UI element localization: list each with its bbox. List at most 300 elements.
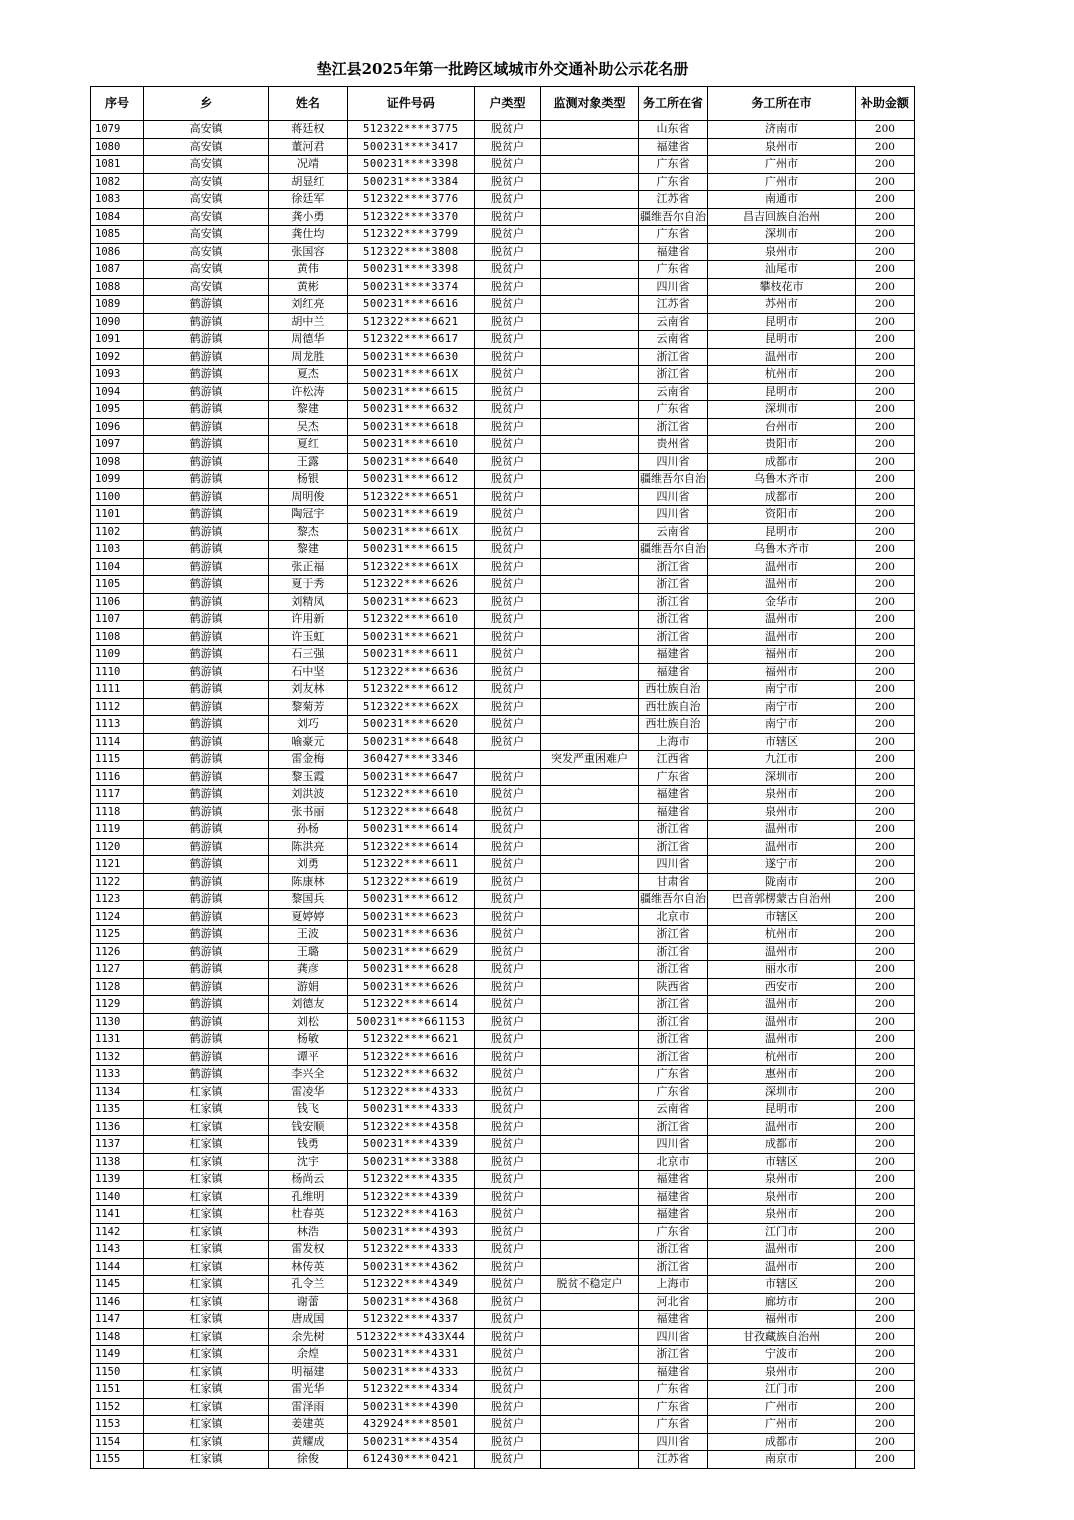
subsidy-cell: 200 [855,226,914,244]
household-type-cell: 脱贫户 [474,611,540,629]
work-city-cell: 泉州市 [708,1206,856,1224]
table-row [91,1293,915,1311]
township-cell: 鹤游镇 [143,541,268,559]
household-type-cell: 脱贫户 [474,1118,540,1136]
table-row [91,541,915,559]
household-type-cell: 脱贫户 [474,488,540,506]
subsidy-cell: 200 [855,978,914,996]
id-number-cell: 500231****6611 [347,646,474,664]
id-number-cell: 500231****3417 [347,138,474,156]
name-cell: 林传英 [269,1258,347,1276]
table-row [91,926,915,944]
township-cell: 杠家镇 [143,1451,268,1469]
table-row [91,401,915,419]
id-number-cell: 500231****6612 [347,471,474,489]
work-province-cell: 浙江省 [638,576,707,594]
name-cell: 刘洪波 [269,786,347,804]
subsidy-cell: 200 [855,716,914,734]
table-row [91,1451,915,1469]
monitor-type-cell [541,156,639,174]
subsidy-cell: 200 [855,1416,914,1434]
work-province-cell: 浙江省 [638,558,707,576]
name-cell: 明福建 [269,1363,347,1381]
table-row [91,786,915,804]
name-cell: 黎玉霞 [269,768,347,786]
work-province-cell: 浙江省 [638,996,707,1014]
subsidy-cell: 200 [855,506,914,524]
id-number-cell: 500231****4362 [347,1258,474,1276]
table-row [91,436,915,454]
work-province-cell: 贵州省 [638,436,707,454]
work-city-cell: 温州市 [708,943,856,961]
work-province-cell: 四川省 [638,488,707,506]
work-city-cell: 昆明市 [708,523,856,541]
name-cell: 沈宇 [269,1153,347,1171]
work-province-cell: 浙江省 [638,418,707,436]
id-number-cell: 512322****6626 [347,576,474,594]
seq-cell: 1140 [91,1188,144,1206]
name-cell: 黎建 [269,541,347,559]
monitor-type-cell [541,768,639,786]
township-cell: 鹤游镇 [143,733,268,751]
id-number-cell: 500231****6610 [347,436,474,454]
township-cell: 鹤游镇 [143,1013,268,1031]
work-city-cell: 成都市 [708,1433,856,1451]
table-row [91,803,915,821]
seq-cell: 1086 [91,243,144,261]
township-cell: 高安镇 [143,243,268,261]
monitor-type-cell [541,523,639,541]
subsidy-cell: 200 [855,348,914,366]
name-cell: 杜春英 [269,1206,347,1224]
household-type-cell: 脱贫户 [474,1398,540,1416]
monitor-type-cell [541,488,639,506]
name-cell: 石三强 [269,646,347,664]
work-province-cell: 疆维吾尔自治 [638,891,707,909]
work-city-cell: 金华市 [708,593,856,611]
table-row [91,1398,915,1416]
monitor-type-cell [541,261,639,279]
name-cell: 钱飞 [269,1101,347,1119]
name-cell: 夏于秀 [269,576,347,594]
monitor-type-cell [541,733,639,751]
id-number-cell: 500231****4331 [347,1346,474,1364]
work-city-cell: 台州市 [708,418,856,436]
name-cell: 杨敏 [269,1031,347,1049]
household-type-cell: 脱贫户 [474,1451,540,1469]
monitor-type-cell [541,1451,639,1469]
work-city-cell: 广州市 [708,156,856,174]
subsidy-cell: 200 [855,313,914,331]
seq-cell: 1139 [91,1171,144,1189]
household-type-cell: 脱贫户 [474,208,540,226]
name-cell: 姜建英 [269,1416,347,1434]
township-cell: 鹤游镇 [143,436,268,454]
subsidy-cell: 200 [855,1398,914,1416]
work-province-cell: 福建省 [638,803,707,821]
header-monitor-type: 监测对象类型 [541,87,639,121]
work-province-cell: 疆维吾尔自治 [638,471,707,489]
table-row [91,1188,915,1206]
work-province-cell: 广东省 [638,768,707,786]
household-type-cell: 脱贫户 [474,698,540,716]
name-cell: 夏红 [269,436,347,454]
household-type-cell: 脱贫户 [474,716,540,734]
work-province-cell: 四川省 [638,453,707,471]
work-province-cell: 福建省 [638,786,707,804]
household-type-cell: 脱贫户 [474,121,540,139]
monitor-type-cell [541,611,639,629]
id-number-cell: 500231****6629 [347,943,474,961]
name-cell: 龚小勇 [269,208,347,226]
work-city-cell: 温州市 [708,1013,856,1031]
monitor-type-cell [541,401,639,419]
household-type-cell: 脱贫户 [474,628,540,646]
id-number-cell: 432924****8501 [347,1416,474,1434]
seq-cell: 1107 [91,611,144,629]
seq-cell: 1144 [91,1258,144,1276]
work-province-cell: 四川省 [638,856,707,874]
subsidy-cell: 200 [855,1328,914,1346]
id-number-cell: 500231****6626 [347,978,474,996]
household-type-cell: 脱贫户 [474,733,540,751]
seq-cell: 1141 [91,1206,144,1224]
work-city-cell: 杭州市 [708,926,856,944]
household-type-cell: 脱贫户 [474,436,540,454]
subsidy-cell: 200 [855,751,914,769]
township-cell: 杠家镇 [143,1188,268,1206]
id-number-cell: 512322****6621 [347,313,474,331]
subsidy-cell: 200 [855,471,914,489]
work-province-cell: 云南省 [638,1101,707,1119]
subsidy-cell: 200 [855,681,914,699]
subsidy-cell: 200 [855,1118,914,1136]
name-cell: 张国容 [269,243,347,261]
subsidy-cell: 200 [855,1066,914,1084]
table-row [91,348,915,366]
id-number-cell: 512322****6636 [347,663,474,681]
monitor-type-cell [541,786,639,804]
name-cell: 孙杨 [269,821,347,839]
id-number-cell: 500231****6630 [347,348,474,366]
subsidy-cell: 200 [855,1153,914,1171]
work-province-cell: 福建省 [638,1363,707,1381]
work-city-cell: 市辖区 [708,1153,856,1171]
work-city-cell: 贵阳市 [708,436,856,454]
subsidy-cell: 200 [855,401,914,419]
monitor-type-cell [541,1328,639,1346]
household-type-cell: 脱贫户 [474,138,540,156]
id-number-cell: 512322****6621 [347,1031,474,1049]
subsidy-cell: 200 [855,191,914,209]
monitor-type-cell [541,593,639,611]
monitor-type-cell [541,1188,639,1206]
seq-cell: 1129 [91,996,144,1014]
subsidy-cell: 200 [855,873,914,891]
monitor-type-cell [541,1048,639,1066]
household-type-cell: 脱贫户 [474,786,540,804]
id-number-cell: 512322****6610 [347,786,474,804]
township-cell: 鹤游镇 [143,646,268,664]
subsidy-cell: 200 [855,803,914,821]
table-row [91,751,915,769]
table-row [91,383,915,401]
seq-cell: 1133 [91,1066,144,1084]
table-row [91,1206,915,1224]
work-city-cell: 广州市 [708,1416,856,1434]
work-province-cell: 浙江省 [638,1241,707,1259]
work-province-cell: 福建省 [638,1171,707,1189]
subsidy-cell: 200 [855,1363,914,1381]
seq-cell: 1098 [91,453,144,471]
monitor-type-cell [541,1346,639,1364]
household-type-cell: 脱贫户 [474,1083,540,1101]
id-number-cell: 512322****6648 [347,803,474,821]
subsidy-cell: 200 [855,891,914,909]
table-row [91,873,915,891]
monitor-type-cell: 突发严重困难户 [541,751,639,769]
township-cell: 鹤游镇 [143,891,268,909]
work-city-cell: 泉州市 [708,243,856,261]
seq-cell: 1126 [91,943,144,961]
seq-cell: 1088 [91,278,144,296]
work-province-cell: 四川省 [638,1136,707,1154]
monitor-type-cell [541,1136,639,1154]
work-city-cell: 济南市 [708,121,856,139]
work-province-cell: 云南省 [638,523,707,541]
subsidy-cell: 200 [855,1188,914,1206]
seq-cell: 1153 [91,1416,144,1434]
seq-cell: 1127 [91,961,144,979]
table-row [91,733,915,751]
seq-cell: 1130 [91,1013,144,1031]
work-province-cell: 云南省 [638,383,707,401]
table-row [91,1013,915,1031]
work-province-cell: 广东省 [638,1223,707,1241]
household-type-cell: 脱贫户 [474,926,540,944]
township-cell: 鹤游镇 [143,1048,268,1066]
id-number-cell: 500231****6623 [347,593,474,611]
table-row [91,943,915,961]
subsidy-cell: 200 [855,1223,914,1241]
header-household-type: 户类型 [474,87,540,121]
seq-cell: 1136 [91,1118,144,1136]
name-cell: 刘松 [269,1013,347,1031]
work-province-cell: 浙江省 [638,1013,707,1031]
seq-cell: 1123 [91,891,144,909]
household-type-cell: 脱贫户 [474,1293,540,1311]
name-cell: 孔令兰 [269,1276,347,1294]
township-cell: 杠家镇 [143,1346,268,1364]
household-type-cell: 脱贫户 [474,873,540,891]
id-number-cell: 500231****6632 [347,401,474,419]
name-cell: 许玉虹 [269,628,347,646]
work-city-cell: 温州市 [708,348,856,366]
name-cell: 孔维明 [269,1188,347,1206]
table-row [91,891,915,909]
subsidy-cell: 200 [855,331,914,349]
seq-cell: 1128 [91,978,144,996]
township-cell: 鹤游镇 [143,593,268,611]
id-number-cell: 512322****662X [347,698,474,716]
name-cell: 刘精凤 [269,593,347,611]
name-cell: 许松涛 [269,383,347,401]
monitor-type-cell [541,191,639,209]
name-cell: 胡中兰 [269,313,347,331]
id-number-cell: 500231****6628 [347,961,474,979]
table-row [91,1101,915,1119]
name-cell: 刘德友 [269,996,347,1014]
township-cell: 鹤游镇 [143,856,268,874]
seq-cell: 1120 [91,838,144,856]
monitor-type-cell [541,926,639,944]
household-type-cell: 脱贫户 [474,1171,540,1189]
name-cell: 雷泽雨 [269,1398,347,1416]
household-type-cell: 脱贫户 [474,243,540,261]
name-cell: 雷发权 [269,1241,347,1259]
seq-cell: 1131 [91,1031,144,1049]
household-type-cell: 脱贫户 [474,156,540,174]
id-number-cell: 360427****3346 [347,751,474,769]
seq-cell: 1102 [91,523,144,541]
table-row [91,1276,915,1294]
township-cell: 高安镇 [143,278,268,296]
monitor-type-cell [541,453,639,471]
seq-cell: 1108 [91,628,144,646]
work-province-cell: 河北省 [638,1293,707,1311]
monitor-type-cell [541,1031,639,1049]
subsidy-cell: 200 [855,488,914,506]
id-number-cell: 500231****6623 [347,908,474,926]
work-province-cell: 江西省 [638,751,707,769]
seq-cell: 1154 [91,1433,144,1451]
monitor-type-cell [541,471,639,489]
seq-cell: 1146 [91,1293,144,1311]
table-row [91,856,915,874]
monitor-type-cell [541,1381,639,1399]
seq-cell: 1097 [91,436,144,454]
household-type-cell: 脱贫户 [474,1031,540,1049]
subsidy-cell: 200 [855,576,914,594]
subsidy-cell: 200 [855,243,914,261]
seq-cell: 1118 [91,803,144,821]
id-number-cell: 500231****6636 [347,926,474,944]
name-cell: 陶冠宇 [269,506,347,524]
monitor-type-cell [541,541,639,559]
household-type-cell: 脱贫户 [474,856,540,874]
work-province-cell: 浙江省 [638,1346,707,1364]
monitor-type-cell [541,278,639,296]
seq-cell: 1116 [91,768,144,786]
monitor-type-cell [541,716,639,734]
seq-cell: 1150 [91,1363,144,1381]
township-cell: 高安镇 [143,191,268,209]
township-cell: 杠家镇 [143,1381,268,1399]
township-cell: 鹤游镇 [143,453,268,471]
work-city-cell: 广州市 [708,1398,856,1416]
monitor-type-cell [541,838,639,856]
work-province-cell: 浙江省 [638,348,707,366]
subsidy-cell: 200 [855,593,914,611]
table-row [91,418,915,436]
id-number-cell: 500231****4339 [347,1136,474,1154]
township-cell: 鹤游镇 [143,383,268,401]
name-cell: 喻豪元 [269,733,347,751]
work-city-cell: 南宁市 [708,681,856,699]
subsidy-cell: 200 [855,733,914,751]
table-row [91,1433,915,1451]
monitor-type-cell [541,1241,639,1259]
id-number-cell: 512322****661X [347,558,474,576]
id-number-cell: 512322****6611 [347,856,474,874]
work-province-cell: 陕西省 [638,978,707,996]
township-cell: 鹤游镇 [143,768,268,786]
table-row [91,978,915,996]
township-cell: 杠家镇 [143,1171,268,1189]
work-province-cell: 广东省 [638,1416,707,1434]
township-cell: 鹤游镇 [143,961,268,979]
work-province-cell: 上海市 [638,733,707,751]
work-city-cell: 温州市 [708,611,856,629]
name-cell: 刘勇 [269,856,347,874]
subsidy-cell: 200 [855,646,914,664]
township-cell: 鹤游镇 [143,611,268,629]
subsidy-cell: 200 [855,1241,914,1259]
household-type-cell [474,751,540,769]
work-province-cell: 浙江省 [638,366,707,384]
work-city-cell: 深圳市 [708,1083,856,1101]
table-row [91,121,915,139]
subsidy-cell: 200 [855,558,914,576]
id-number-cell: 512322****6651 [347,488,474,506]
subsidy-cell: 200 [855,856,914,874]
subsidy-cell: 200 [855,418,914,436]
household-type-cell: 脱贫户 [474,506,540,524]
monitor-type-cell [541,576,639,594]
subsidy-cell: 200 [855,663,914,681]
seq-cell: 1148 [91,1328,144,1346]
work-city-cell: 昌吉回族自治州 [708,208,856,226]
subsidy-cell: 200 [855,1276,914,1294]
monitor-type-cell [541,558,639,576]
name-cell: 林浩 [269,1223,347,1241]
header-work-city: 务工所在市 [708,87,856,121]
seq-cell: 1135 [91,1101,144,1119]
id-number-cell: 512322****6610 [347,611,474,629]
monitor-type-cell: 脱贫不稳定户 [541,1276,639,1294]
monitor-type-cell [541,1223,639,1241]
subsidy-cell: 200 [855,453,914,471]
work-province-cell: 浙江省 [638,1031,707,1049]
name-cell: 钱勇 [269,1136,347,1154]
monitor-type-cell [541,891,639,909]
table-row [91,628,915,646]
subsidy-cell: 200 [855,786,914,804]
seq-cell: 1117 [91,786,144,804]
id-number-cell: 512322****4334 [347,1381,474,1399]
name-cell: 刘友林 [269,681,347,699]
id-number-cell: 512322****4333 [347,1083,474,1101]
seq-cell: 1090 [91,313,144,331]
township-cell: 鹤游镇 [143,576,268,594]
subsidy-cell: 200 [855,908,914,926]
seq-cell: 1121 [91,856,144,874]
work-province-cell: 四川省 [638,1328,707,1346]
seq-cell: 1124 [91,908,144,926]
table-row [91,488,915,506]
subsidy-cell: 200 [855,261,914,279]
seq-cell: 1147 [91,1311,144,1329]
